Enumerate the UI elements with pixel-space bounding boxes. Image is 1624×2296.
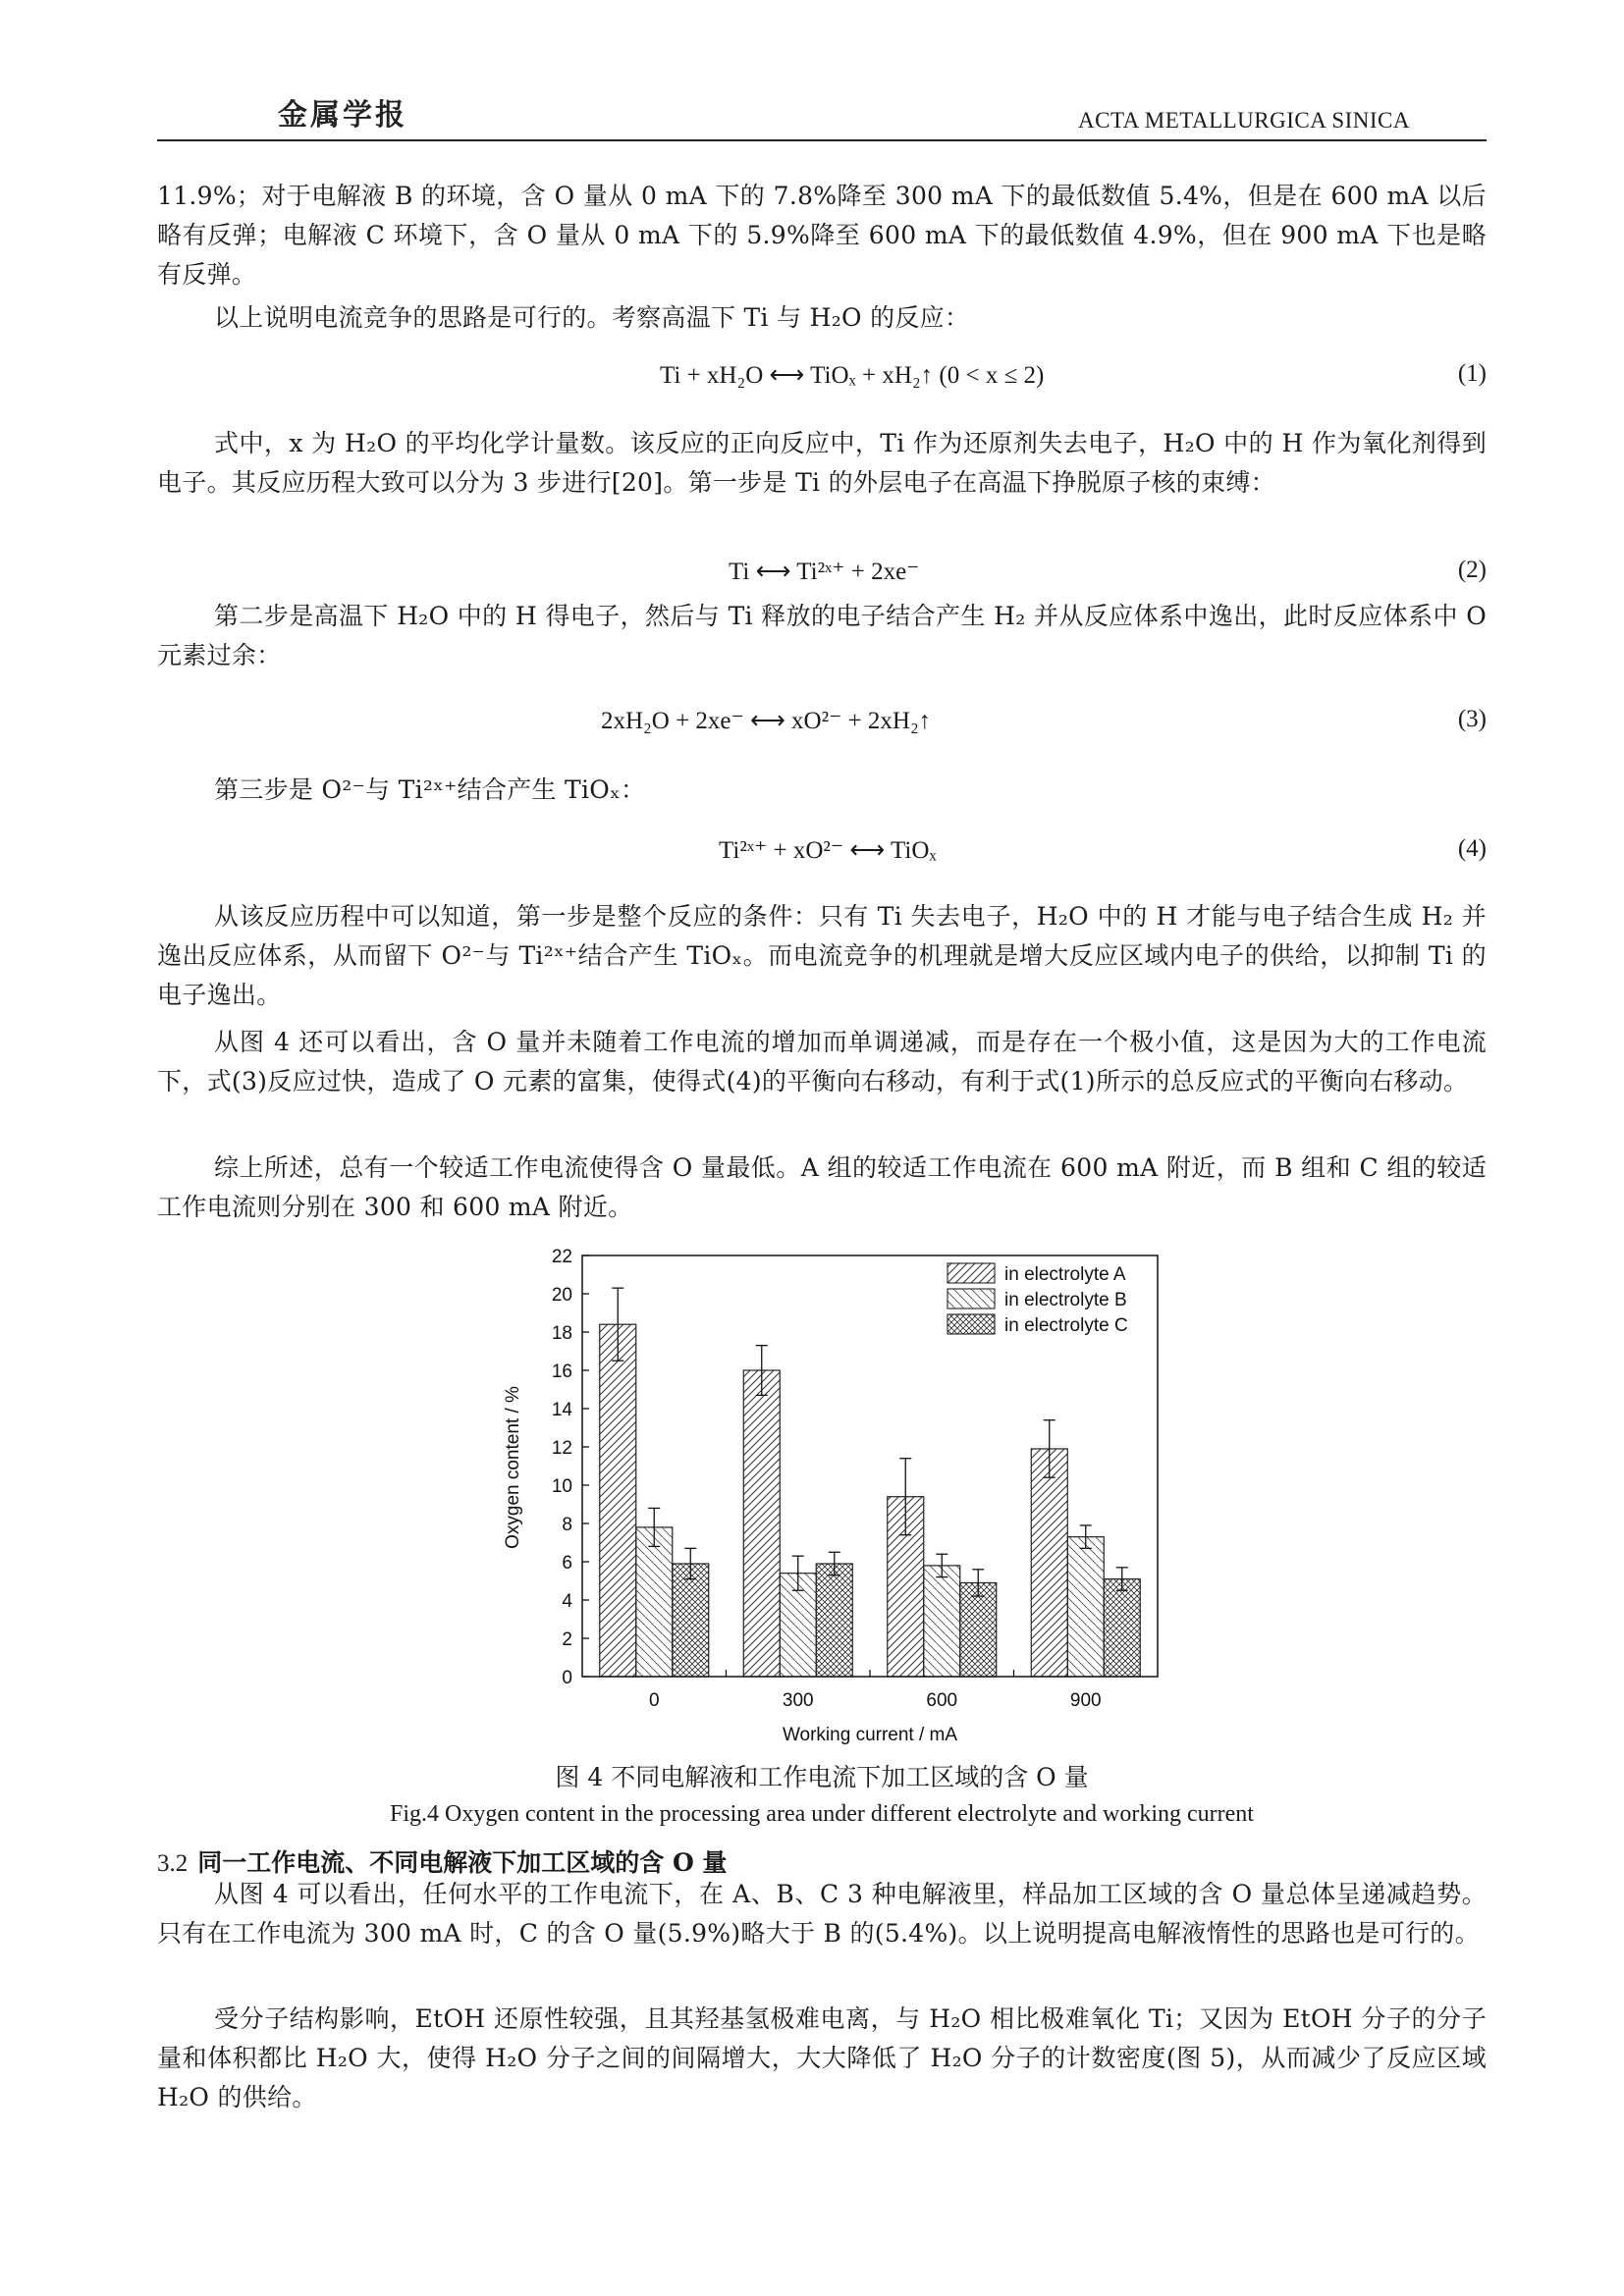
y-tick-label: 20 [551,1285,572,1306]
journal-title-cn: 金属学报 [278,98,407,133]
y-tick-label: 8 [562,1515,572,1535]
figure-caption-cn: 图 4 不同电解液和工作电流下加工区域的含 O 量 [555,1763,1089,1791]
x-axis-label: Working current / mA [782,1725,958,1745]
paragraph: 受分子结构影响，EtOH 还原性较强，且其羟基氢极难电离，与 H₂O 相比极难氧化 Ti；又因为 EtOH 分子的分子量和体积都比 H₂O 大，使得 H₂O 分子之间的间隔增大，大大降低了 H₂O 分子的计数密度(图 5)，从而减少了反应区域 H₂O 的供给。 [157,2004,1487,2111]
legend-swatch [947,1289,995,1308]
section-number: 3.2 [157,1850,189,1877]
y-tick-label: 12 [551,1438,572,1459]
section-title: 同一工作电流、不同电解液下加工区域的含 O 量 [197,1848,728,1877]
y-tick-label: 22 [551,1247,572,1267]
chart-legend [947,1263,1128,1336]
equation-1-body: Ti + xH₂O ⟷ TiOₓ + xH₂↑ (0 < x ≤ 2) [660,362,1045,389]
bar [960,1582,997,1677]
equation-4-body: Ti²ˣ⁺ + xO²⁻ ⟷ TiOₓ [719,837,937,864]
y-tick-label: 0 [562,1668,572,1688]
y-axis-label: Oxygen content / % [503,1386,523,1549]
paragraph: 第二步是高温下 H₂O 中的 H 得电子，然后与 Ti 释放的电子结合产生 H₂ 并从反应体系中逸出，此时反应体系中 O 元素过余： [157,602,1487,669]
bar [600,1324,636,1677]
legend-label: in electrolyte A [1004,1264,1126,1285]
paragraph: 第三步是 O²⁻与 Ti²ˣ⁺结合产生 TiOₓ： [214,775,646,804]
y-tick-label: 16 [551,1362,572,1382]
bar [743,1370,780,1677]
section-heading [157,1843,727,1879]
legend-swatch [947,1263,995,1283]
paragraph: 以上说明电流竞争的思路是可行的。考察高温下 Ti 与 H₂O 的反应： [214,303,970,332]
bar [924,1566,960,1677]
paragraph: 从图 4 可以看出，任何水平的工作电流下，在 A、B、C 3 种电解液里，样品加工区域的含 O 量总体呈递减趋势。只有在工作电流为 300 mA 时，C 的含 O 量(5.9%)略大于 B 的(5.4%)。以上说明提高电解液惰性的思路也是可行的。 [157,1880,1487,1948]
legend-label: in electrolyte B [1004,1290,1127,1310]
bar [1031,1449,1067,1677]
y-tick-label: 10 [551,1476,572,1497]
equation-3-body: 2xH₂O + 2xe⁻ ⟷ xO²⁻ + 2xH₂↑ [601,708,932,734]
y-tick-label: 14 [551,1400,572,1420]
equation-2-body: Ti ⟷ Ti²ˣ⁺ + 2xe⁻ [729,559,920,585]
y-tick-label: 6 [562,1553,572,1574]
equation-3-number: (3) [1457,706,1487,732]
x-tick-label: 900 [1069,1690,1102,1711]
x-tick-label: 0 [648,1690,660,1711]
journal-title-en: ACTA METALLURGICA SINICA [1078,108,1410,133]
bar [673,1564,709,1677]
legend-swatch [947,1314,995,1334]
paragraph: 综上所述，总有一个较适工作电流使得含 O 量最低。A 组的较适工作电流在 600 mA 附近，而 B 组和 C 组的较适工作电流则分别在 300 和 600 mA 附近。 [157,1153,1487,1221]
x-tick-label: 600 [926,1690,958,1711]
paragraph: 11.9%；对于电解液 B 的环境，含 O 量从 0 mA 下的 7.8%降至 300 mA 下的最低数值 5.4%，但是在 600 mA 以后略有反弹；电解液 C 环境下，含 O 量从 0 mA 下的 5.9%降至 600 mA 下的最低数值 4.9%，但在 900 mA 下也是略有反弹。 [157,182,1487,289]
paragraph: 从该反应历程中可以知道，第一步是整个反应的条件：只有 Ti 失去电子，H₂O 中的 H 才能与电子结合生成 H₂ 并逸出反应体系，从而留下 O²⁻与 Ti²ˣ⁺结合产生 TiOₓ。而电流竞争的机理就是增大反应区域内电子的供给，以抑制 Ti 的电子逸出。 [157,902,1487,1009]
bar [816,1564,852,1677]
bar [1104,1579,1140,1677]
y-tick-label: 4 [562,1591,572,1612]
equation-2-number: (2) [1457,557,1487,583]
paragraph: 从图 4 还可以看出，含 O 量并未随着工作电流的增加而单调递减，而是存在一个极小值，这是因为大的工作电流下，式(3)反应过快，造成了 O 元素的富集，使得式(4)的平衡向右移动，有利于式(1)所示的总反应式的平衡向右移动。 [157,1028,1487,1095]
paragraph: 式中，x 为 H₂O 的平均化学计量数。该反应的正向反应中，Ti 作为还原剂失去电子，H₂O 中的 H 作为氧化剂得到电子。其反应历程大致可以分为 3 步进行[20]。第一步是 Ti 的外层电子在高温下挣脱原子核的束缚： [157,429,1487,497]
bar [636,1527,673,1677]
x-tick-label: 300 [782,1690,814,1711]
equation-4-number: (4) [1457,835,1487,862]
legend-label: in electrolyte C [1004,1315,1128,1336]
figure-caption-en: Fig.4 Oxygen content in the processing area under different electrolyte and working current [390,1801,1254,1827]
y-tick-label: 18 [551,1323,572,1344]
bar [1067,1537,1104,1677]
equation-1-number: (1) [1457,360,1487,387]
y-tick-label: 2 [562,1629,572,1650]
